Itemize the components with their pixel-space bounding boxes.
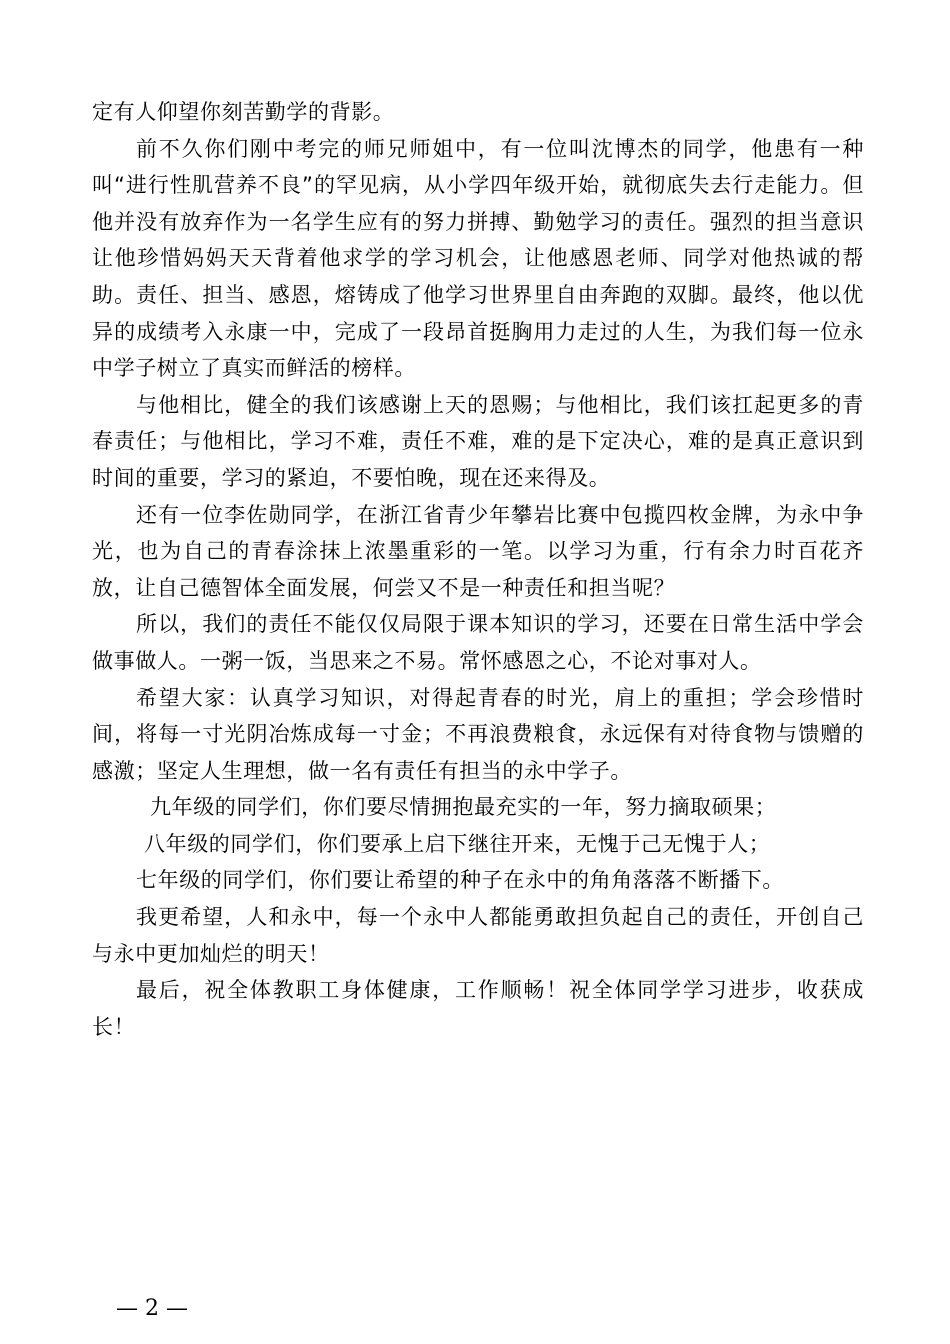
- page-number: — 2 —: [116, 1296, 188, 1321]
- paragraph-compare: 与他相比，健全的我们该感谢上天的恩赐；与他相比，我们该扛起更多的青春责任；与他相比，学习不难，责任不难，难的是下定决心，难的是真正意识到时间的重要，学习的紧迫，不要怕晚，现在还来得及。: [92, 392, 864, 490]
- paragraph-shen-bojie: 前不久你们刚中考完的师兄师姐中，有一位叫沈博杰的同学，他患有一种叫“进行性肌营养不良”的罕见病，从小学四年级开始，就彻底失去行走能力。但他并没有放弃作为一名学生应有的努力拼搏、勤勉学习的责任。强烈的担当意识让他珍惜妈妈天天背着他求学的学习机会，让他感恩老师、同学对他热诚的帮助。责任、担当、感恩，熔铸成了他学习世界里自由奔跑的双脚。最终，他以优异的成绩考入永康一中，完成了一段昂首挺胸用力走过的人生，为我们每一位永中学子树立了真实而鲜活的榜样。: [92, 136, 864, 381]
- paragraph-wish: 我更希望，人和永中，每一个永中人都能勇敢担负起自己的责任，开创自己与永中更加灿烂的明天！: [92, 905, 864, 966]
- paragraph-hope: 希望大家：认真学习知识，对得起青春的时光，肩上的重担；学会珍惜时间，将每一寸光阴冶炼成每一寸金；不再浪费粮食，永远保有对待食物与馈赠的感激；坚定人生理想，做一名有责任有担当的永中学子。: [92, 685, 864, 783]
- paragraph-continuation: 定有人仰望你刻苦勤学的背影。: [92, 100, 395, 124]
- paragraph-responsibility: 所以，我们的责任不能仅仅局限于课本知识的学习，还要在日常生活中学会做事做人。一粥一饭，当思来之不易。常怀感恩之心，不论对事对人。: [92, 612, 864, 673]
- paragraph-grade-seven: 七年级的同学们，你们要让希望的种子在永中的角角落落不断播下。: [136, 868, 784, 893]
- paragraph-closing: 最后，祝全体教职工身体健康，工作顺畅！祝全体同学学习进步，收获成长！: [92, 978, 864, 1039]
- body-text: [92, 94, 864, 1045]
- paragraph-grade-nine: 九年级的同学们，你们要尽情拥抱最充实的一年，努力摘取硕果；: [150, 795, 777, 820]
- paragraph-li-zuoxun: 还有一位李佐勋同学，在浙江省青少年攀岩比赛中包揽四枚金牌，为永中争光，也为自己的青春涂抹上浓墨重彩的一笔。以学习为重，行有余力时百花齐放，让自己德智体全面发展，何尝又不是一种责任和担当呢？: [92, 502, 864, 600]
- paragraph-grade-eight: 八年级的同学们，你们要承上启下继往开来，无愧于己无愧于人；: [144, 831, 771, 856]
